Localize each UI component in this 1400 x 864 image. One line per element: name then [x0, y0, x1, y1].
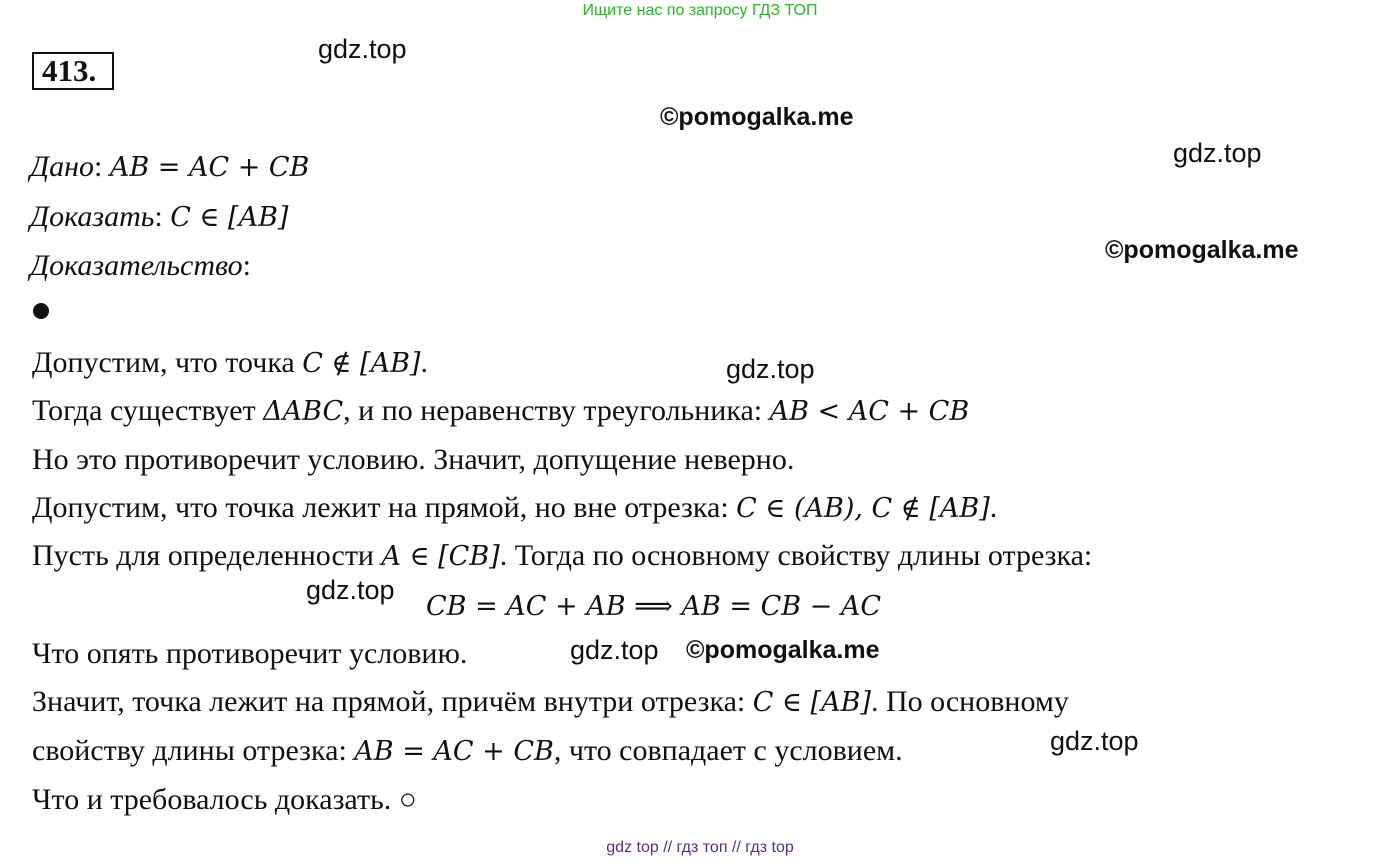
- text: . Тогда по основному свойству длины отрезка:: [499, 539, 1093, 572]
- proof-line-2: [32, 394, 969, 428]
- watermark-pomogalka: ©pomogalka.me: [660, 103, 854, 131]
- prove-expr: C ∈ [AB]: [170, 202, 289, 233]
- bullet: [33, 303, 49, 319]
- math: AB = AC + CB: [354, 736, 554, 767]
- watermark-gdz: gdz.top: [318, 34, 407, 64]
- watermark-gdz: gdz.top: [570, 635, 659, 665]
- footer-links: gdz top // гдз топ // гдз top: [606, 839, 794, 856]
- text: . По основному: [870, 685, 1069, 718]
- proof-label-line: Доказательство:: [30, 249, 251, 282]
- given-line: Дано: AB = AC + CB: [30, 150, 310, 183]
- watermark-gdz: gdz.top: [1173, 138, 1262, 168]
- math: C ∉ [AB]: [302, 348, 421, 379]
- proof-line-5: [32, 539, 1092, 573]
- proof-line-3: [32, 443, 794, 477]
- text: свойству длины отрезка:: [32, 734, 355, 767]
- proof-label: Доказательство: [30, 249, 243, 282]
- watermark-gdz: gdz.top: [1050, 726, 1139, 756]
- proof-line-1: [32, 346, 428, 380]
- prove-label: Доказать: [30, 200, 155, 233]
- text: Что и требовалось доказать. ○: [32, 783, 417, 816]
- text: .: [420, 346, 428, 379]
- proof-line-6: [426, 589, 881, 623]
- math: C ∈ [AB]: [752, 687, 871, 718]
- math: A ∈ [CB]: [381, 541, 500, 572]
- proof-line-9: [32, 734, 903, 768]
- math: AB < AC + CB: [769, 396, 970, 427]
- given-expr: AB = AC + CB: [109, 152, 310, 183]
- proof-line-8: [32, 685, 1069, 719]
- given-label: Дано: [30, 150, 94, 183]
- math: ΔABC: [263, 396, 344, 427]
- math: CB = AC + AB ⟹ AB = CB − AC: [426, 591, 882, 622]
- text: , и по неравенству треугольника:: [343, 394, 770, 427]
- proof-line-7: [32, 637, 467, 671]
- top-banner: Ищите нас по запросу ГДЗ ТОП: [582, 2, 818, 19]
- math: C ∈ (AB), C ∉ [AB]: [736, 493, 990, 524]
- text: , что совпадает с условием.: [553, 734, 903, 767]
- text: Допустим, что точка лежит на прямой, но вне отрезка:: [32, 491, 737, 524]
- watermark-pomogalka: ©pomogalka.me: [686, 636, 880, 664]
- text: Допустим, что точка: [32, 346, 303, 379]
- text: Но это противоречит условию. Значит, допущение неверно.: [32, 443, 795, 476]
- text: Значит, точка лежит на прямой, причём внутри отрезка:: [32, 685, 753, 718]
- proof-line-10: [32, 783, 417, 817]
- watermark-gdz: gdz.top: [306, 575, 395, 605]
- prove-line: Доказать: C ∈ [AB]: [30, 200, 289, 233]
- watermark-pomogalka: ©pomogalka.me: [1105, 236, 1299, 264]
- text: Что опять противоречит условию.: [32, 637, 468, 670]
- text: .: [989, 491, 998, 524]
- proof-line-4: [32, 491, 997, 525]
- problem-number: 413.: [32, 52, 114, 90]
- text: Тогда существует: [32, 394, 264, 427]
- text: Пусть для определенности: [32, 539, 382, 572]
- watermark-gdz: gdz.top: [726, 354, 815, 384]
